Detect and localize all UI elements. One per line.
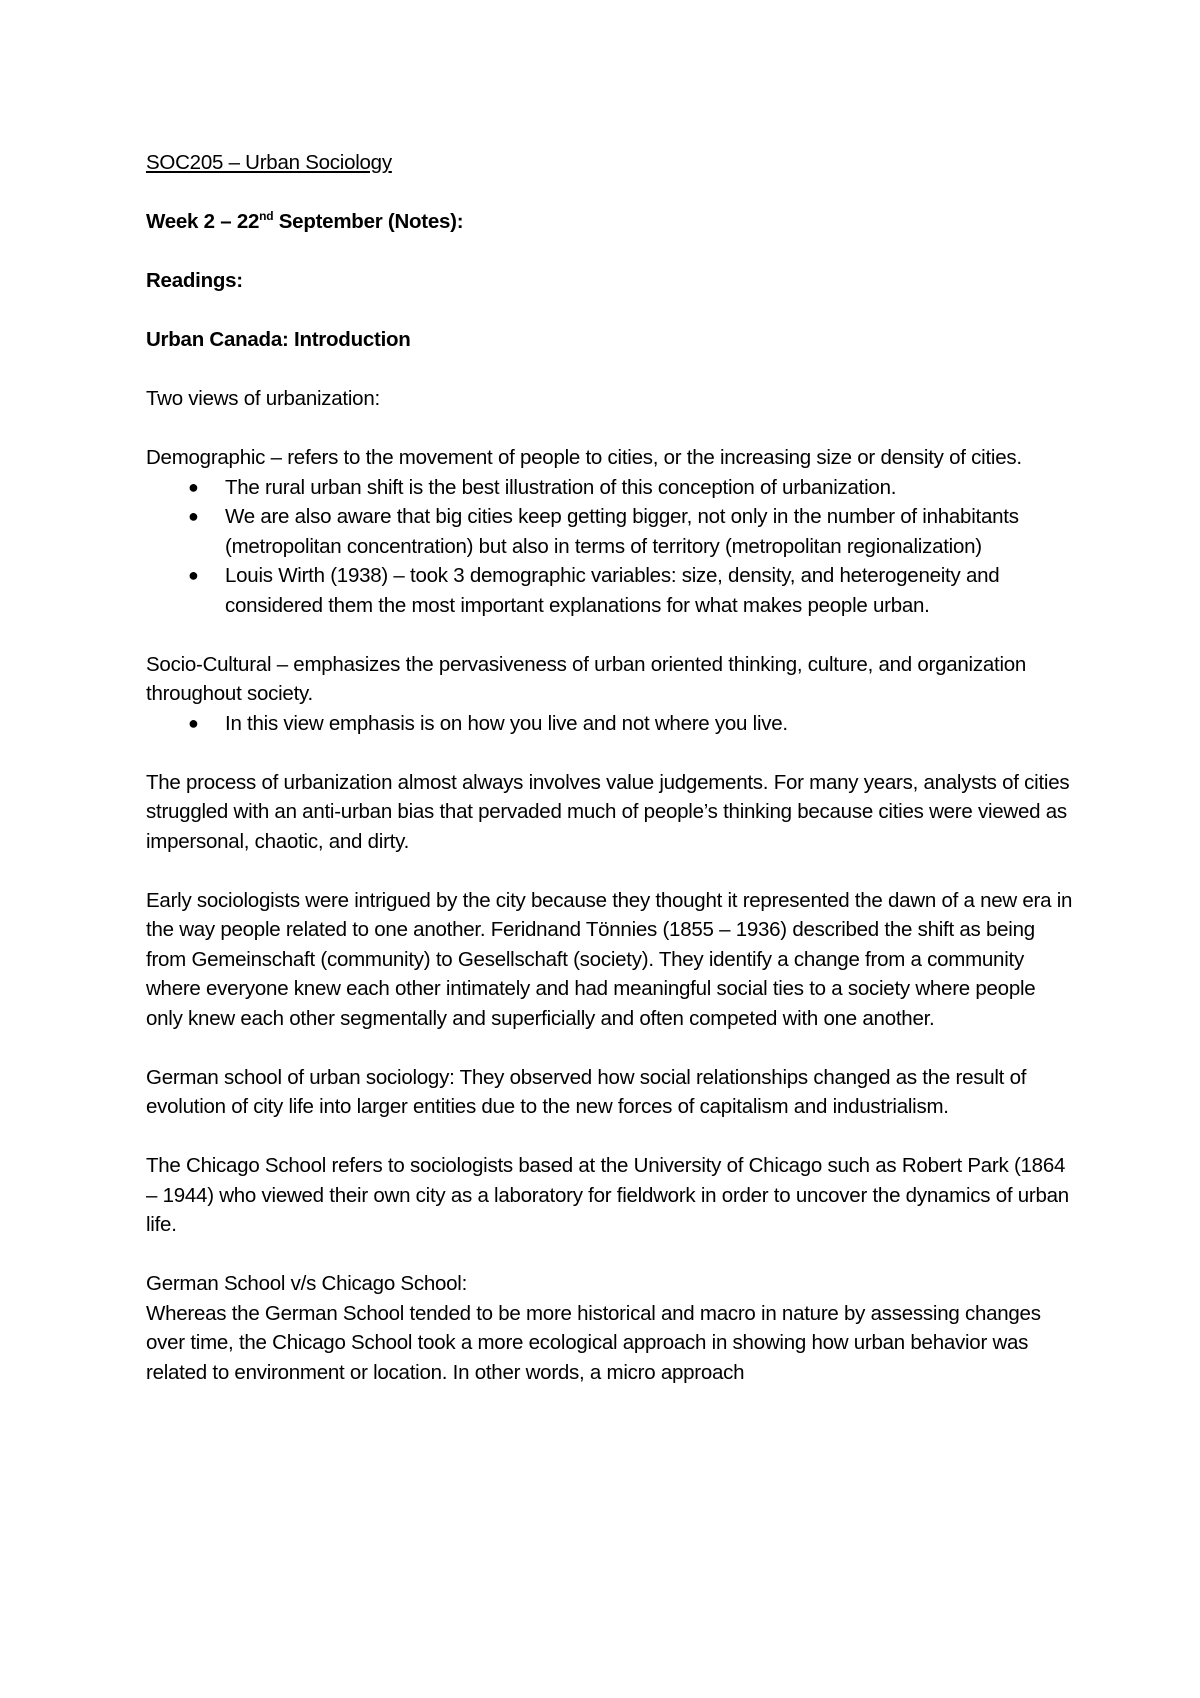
german-school-paragraph: German school of urban sociology: They observed how social relationships changed as the result of evolution of city life into larger entities due to the new forces of capitalism and industrialism. [146, 1065, 1027, 1118]
demographic-paragraph: Demographic – refers to the movement of people to cities, or the increasing size or density of cities. [146, 446, 1022, 469]
list-item [146, 561, 1076, 620]
document-title: SOC205 – Urban Sociology [146, 151, 392, 174]
list-item-text: In this view emphasis is on how you live and not where you live. [225, 711, 788, 735]
bullet-icon: ● [188, 712, 199, 733]
list-item-text: We are also aware that big cities keep getting bigger, not only in the number of inhabitants (metropolitan concentration) but also in terms of territory (metropolitan regionalization) [225, 505, 1019, 558]
comparison-heading: German School v/s Chicago School: [146, 1272, 468, 1295]
comparison-paragraph: Whereas the German School tended to be more historical and macro in nature by assessing changes over time, the Chicago School took a more ecological approach in showing how urban behavior was related to environment or location. In other words, a micro approach [146, 1301, 1041, 1384]
section-heading: Urban Canada: Introduction [146, 328, 411, 351]
bullet-icon: ● [188, 506, 199, 526]
value-judgements-paragraph: The process of urbanization almost always involves value judgements. For many years, analysts of cities struggled with an anti-urban bias that pervaded much of people’s thinking because cities were viewed as impersonal, chaotic, and dirty. [146, 770, 1070, 853]
list-item-text: Louis Wirth (1938) – took 3 demographic variables: size, density, and heterogeneity and considered them the most important explanations for what makes people urban. [225, 564, 1000, 617]
socio-cultural-bullet-list [146, 709, 1076, 739]
week-heading [146, 207, 1076, 237]
week-suffix: September (Notes): [273, 210, 464, 233]
bullet-icon: ● [188, 476, 199, 497]
readings-heading: Readings: [146, 269, 243, 292]
demographic-bullet-list [146, 473, 1076, 621]
list-item [146, 502, 1076, 561]
bullet-icon: ● [188, 565, 199, 585]
week-prefix: Week 2 – 22 [146, 210, 260, 233]
week-ordinal-suffix: nd [259, 209, 274, 223]
two-views-label: Two views of urbanization: [146, 387, 380, 410]
early-sociologists-paragraph: Early sociologists were intrigued by the city because they thought it represented the dawn of a new era in the way people related to one another. Feridnand Tönnies (1855 – 1936) described the shift as being from Gemeinschaft (community) to Gesellschaft (society). They identify a change from a community where everyone knew each other intimately and had meaningful social ties to a society where people only knew each other segmentally and superficially and often competed with one another. [146, 888, 1073, 1030]
chicago-school-paragraph: The Chicago School refers to sociologists based at the University of Chicago such as Robert Park (1864 – 1944) who viewed their own city as a laboratory for fieldwork in order to uncover the dynamics of urban life. [146, 1154, 1069, 1236]
list-item [146, 709, 1076, 739]
list-item-text: The rural urban shift is the best illustration of this conception of urbanization. [225, 475, 897, 499]
list-item [146, 473, 1076, 503]
document-body [146, 148, 1076, 1387]
socio-cultural-paragraph: Socio-Cultural – emphasizes the pervasiveness of urban oriented thinking, culture, and organization throughout society. [146, 652, 1027, 705]
